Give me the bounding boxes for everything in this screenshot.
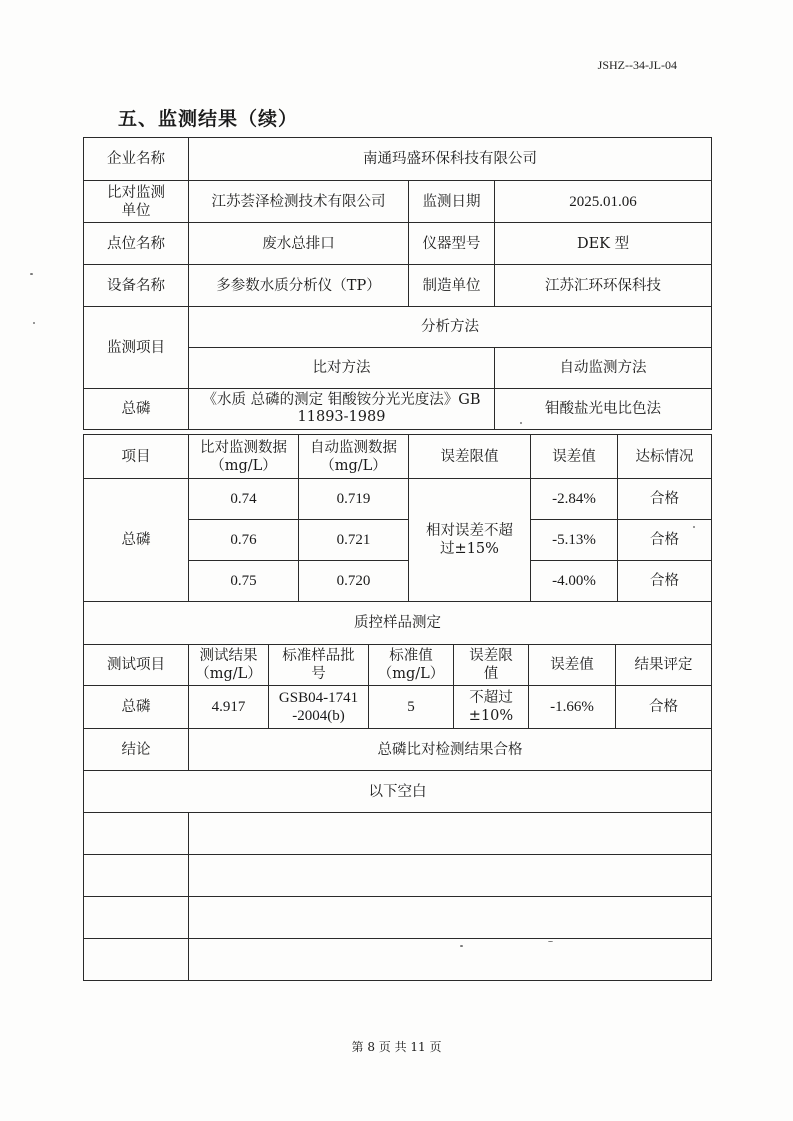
manufacturer-label: 制造单位: [409, 265, 495, 307]
monitoring-results-table: [83, 137, 712, 430]
page-footer: 第 8 页 共 11 页: [351, 1040, 442, 1054]
results-header-auto: 自动监测数据（mg/L）: [299, 435, 409, 479]
manufacturer-value: 江苏汇环环保科技: [495, 265, 712, 307]
qc-title-row: [84, 602, 712, 645]
method-header-row: [84, 307, 712, 348]
company-row: [84, 138, 712, 181]
equipment-row: [84, 265, 712, 307]
scan-speck: [33, 322, 35, 324]
auto-value: 0.720: [299, 561, 409, 602]
results-header-comparison: 比对监测数据（mg/L）: [189, 435, 299, 479]
unit-row: [84, 181, 712, 223]
conclusion-row: [84, 729, 712, 771]
results-header-limit: 误差限值: [409, 435, 531, 479]
error-value: -4.00%: [531, 561, 618, 602]
monitor-date-value: 2025.01.06: [495, 181, 712, 223]
comparison-unit-value: 江苏荟泽检测技术有限公司: [189, 181, 409, 223]
comparison-value: 0.74: [189, 479, 299, 520]
analysis-method-header: 分析方法: [189, 307, 712, 348]
point-row: [84, 223, 712, 265]
qc-header-limit: 误差限值: [454, 645, 529, 686]
qc-header-item: 测试项目: [84, 645, 189, 686]
blank-note-row: [84, 771, 712, 813]
section-title: 五、监测结果（续）: [118, 108, 299, 130]
instrument-model-label: 仪器型号: [409, 223, 495, 265]
comparison-value: 0.75: [189, 561, 299, 602]
scan-speck: [30, 273, 33, 275]
qc-table: [83, 601, 712, 729]
qc-header-standard: 标准值（mg/L）: [369, 645, 454, 686]
results-limit: 相对误差不超过±15%: [409, 479, 531, 602]
empty-row: [84, 855, 712, 897]
company-value: 南通玛盛环保科技有限公司: [189, 138, 712, 181]
instrument-model-value: DEK 型: [495, 223, 712, 265]
qc-header-batch: 标准样品批号: [269, 645, 369, 686]
error-value: -5.13%: [531, 520, 618, 561]
comparison-method-value: 《水质 总磷的测定 钼酸铵分光光度法》GB 11893-1989: [189, 389, 495, 430]
monitor-date-label: 监测日期: [409, 181, 495, 223]
equipment-label: 设备名称: [84, 265, 189, 307]
method-item-label: 监测项目: [84, 307, 189, 389]
qc-header-result: 测试结果（mg/L）: [189, 645, 269, 686]
qc-result: 4.917: [189, 686, 269, 729]
results-item: 总磷: [84, 479, 189, 602]
auto-value: 0.719: [299, 479, 409, 520]
error-value: -2.84%: [531, 479, 618, 520]
scan-speck: [693, 526, 695, 528]
auto-value: 0.721: [299, 520, 409, 561]
conclusion-table: [83, 728, 712, 981]
qc-evaluation: 合格: [616, 686, 712, 729]
results-header-row: [84, 435, 712, 479]
point-label: 点位名称: [84, 223, 189, 265]
scan-speck: [548, 941, 553, 942]
comparison-unit-label: 比对监测单位: [84, 181, 189, 223]
table-row: [84, 479, 712, 520]
point-value: 废水总排口: [189, 223, 409, 265]
empty-row: [84, 897, 712, 939]
company-label: 企业名称: [84, 138, 189, 181]
status-value: 合格: [618, 520, 712, 561]
blank-note: 以下空白: [84, 771, 712, 813]
results-header-error: 误差值: [531, 435, 618, 479]
qc-limit: 不超过±10%: [454, 686, 529, 729]
status-value: 合格: [618, 561, 712, 602]
conclusion-value: 总磷比对检测结果合格: [189, 729, 712, 771]
equipment-value: 多参数水质分析仪（TP）: [189, 265, 409, 307]
comparison-data-table: [83, 434, 712, 602]
qc-batch: GSB04-1741-2004(b): [269, 686, 369, 729]
qc-error: -1.66%: [529, 686, 616, 729]
qc-standard: 5: [369, 686, 454, 729]
qc-header-row: [84, 645, 712, 686]
document-code: JSHZ--34-JL-04: [597, 58, 677, 72]
auto-method-header: 自动监测方法: [495, 348, 712, 389]
results-header-status: 达标情况: [618, 435, 712, 479]
qc-header-error: 误差值: [529, 645, 616, 686]
method-item: 总磷: [84, 389, 189, 430]
empty-row: [84, 813, 712, 855]
status-value: 合格: [618, 479, 712, 520]
method-row: [84, 389, 712, 430]
scan-speck: [520, 422, 522, 424]
comparison-value: 0.76: [189, 520, 299, 561]
auto-method-value: 钼酸盐光电比色法: [495, 389, 712, 430]
scan-speck: [460, 945, 463, 947]
qc-header-evaluation: 结果评定: [616, 645, 712, 686]
qc-item: 总磷: [84, 686, 189, 729]
qc-title: 质控样品测定: [84, 602, 712, 645]
conclusion-label: 结论: [84, 729, 189, 771]
results-header-item: 项目: [84, 435, 189, 479]
empty-row: [84, 939, 712, 981]
comparison-method-header: 比对方法: [189, 348, 495, 389]
qc-data-row: [84, 686, 712, 729]
